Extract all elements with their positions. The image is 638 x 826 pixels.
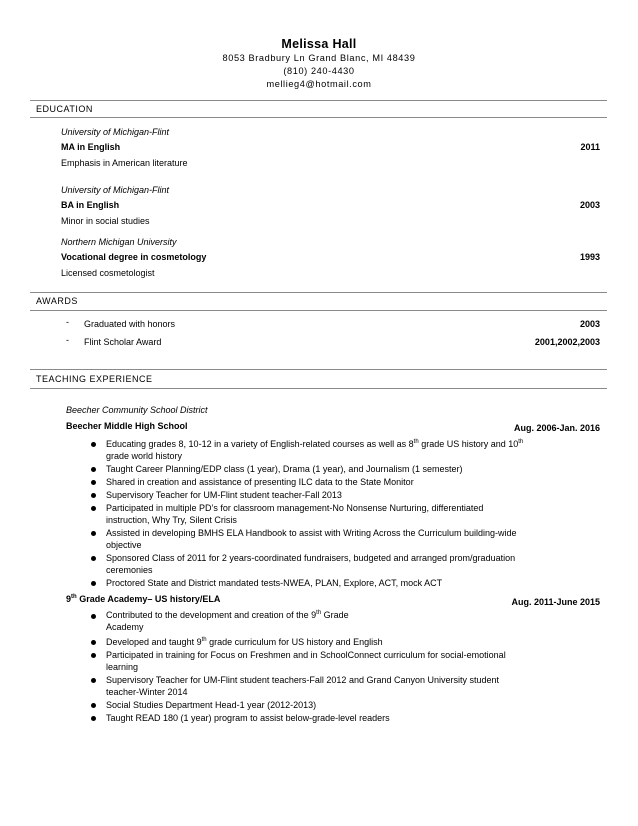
bullet-icon	[91, 493, 96, 498]
job-bullet: Developed and taught 9th grade curriculum for US history and English	[106, 637, 383, 647]
job-bullet: Contributed to the development and creation of the 9th Grade	[106, 610, 349, 620]
job-bullet-cont: instruction, Why Try, Silent Crisis	[106, 515, 237, 525]
job-dates: Aug. 2006-Jan. 2016	[513, 423, 600, 433]
education-heading: EDUCATION	[36, 104, 93, 114]
job-dates: Aug. 2011-June 2015	[511, 597, 600, 607]
job-bullet-cont: learning	[106, 662, 139, 672]
job-bullet-cont: teacher-Winter 2014	[106, 687, 188, 697]
job-bullet-cont: objective	[106, 540, 142, 550]
bullet-icon	[91, 678, 96, 683]
address: 8053 Bradbury Ln Grand Blanc, MI 48439	[222, 53, 416, 63]
bullet-icon	[91, 556, 96, 561]
divider	[30, 100, 607, 101]
award-label: Flint Scholar Award	[84, 337, 162, 347]
job-bullet-cont: ceremonies	[106, 565, 153, 575]
education-degree: Vocational degree in cosmetology	[61, 252, 207, 262]
education-note: Minor in social studies	[61, 216, 150, 226]
bullet-icon	[91, 716, 96, 721]
job-bullet: Shared in creation and assistance of presenting ILC data to the State Monitor	[106, 477, 414, 487]
job-bullet: Proctored State and District mandated tests-NWEA, PLAN, Explore, ACT, mock ACT	[106, 578, 443, 588]
dash-bullet-icon: -	[66, 317, 69, 327]
bullet-icon	[91, 581, 96, 586]
job-bullet: Supervisory Teacher for UM-Flint student teacher-Fall 2013	[106, 490, 342, 500]
education-note: Emphasis in American literature	[61, 158, 188, 168]
teaching-heading: TEACHING EXPERIENCE	[36, 374, 153, 384]
job-bullet: Participated in training for Focus on Freshmen and in SchoolConnect curriculum for social-emotional	[106, 650, 506, 660]
bullet-icon	[91, 653, 96, 658]
resume-header	[0, 36, 638, 91]
divider	[30, 369, 607, 370]
job-bullet-cont: grade world history	[106, 451, 183, 461]
education-year: 2011	[580, 142, 600, 152]
education-school: University of Michigan-Flint	[61, 127, 170, 137]
divider	[30, 310, 607, 311]
bullet-icon	[91, 467, 96, 472]
email: mellieg4@hotmail.com	[266, 79, 372, 89]
job-bullet: Assisted in developing BMHS ELA Handbook to assist with Writing Across the Curriculum building-wide	[106, 528, 517, 538]
job-bullet: Sponsored Class of 2011 for 2 years-coordinated fundraisers, budgeted and arranged prom/graduation	[106, 553, 516, 563]
bullet-icon	[91, 442, 96, 447]
dash-bullet-icon: -	[66, 335, 69, 345]
job-bullet: Taught READ 180 (1 year) program to assist below-grade-level readers	[106, 713, 390, 723]
education-note: Licensed cosmetologist	[61, 268, 155, 278]
education-school: University of Michigan-Flint	[61, 185, 170, 195]
phone: (810) 240-4430	[283, 66, 355, 76]
award-year: 2003	[579, 319, 600, 329]
bullet-icon	[91, 480, 96, 485]
awards-heading: AWARDS	[36, 296, 78, 306]
job-bullet: Social Studies Department Head-1 year (2012-2013)	[106, 700, 317, 710]
bullet-icon	[91, 531, 96, 536]
job-bullet-cont: Academy	[106, 622, 144, 632]
divider	[30, 117, 607, 118]
divider	[30, 388, 607, 389]
bullet-icon	[91, 640, 96, 645]
award-label: Graduated with honors	[84, 319, 176, 329]
education-year: 1993	[579, 252, 600, 262]
job-bullet: Educating grades 8, 10-12 in a variety of English-related courses as well as 8th grade US history and 10th	[106, 439, 524, 449]
divider	[30, 292, 607, 293]
district-name: Beecher Community School District	[66, 405, 208, 415]
job-bullet: Participated in multiple PD’s for classroom management-No Nonsense Nurturing, differentiated	[106, 503, 484, 513]
job-title: 9th Grade Academy– US history/ELA	[66, 594, 221, 604]
education-degree: MA in English	[61, 142, 121, 152]
education-year: 2003	[579, 200, 600, 210]
education-school: Northern Michigan University	[61, 237, 177, 247]
job-bullet: Taught Career Planning/EDP class (1 year), Drama (1 year), and Journalism (1 semester)	[106, 464, 463, 474]
job-bullet: Supervisory Teacher for UM-Flint student teachers-Fall 2012 and Grand Canyon University student	[106, 675, 500, 685]
bullet-icon	[91, 614, 96, 619]
education-degree: BA in English	[61, 200, 120, 210]
candidate-name: Melissa Hall	[281, 37, 357, 51]
bullet-icon	[91, 703, 96, 708]
bullet-icon	[91, 506, 96, 511]
job-title: Beecher Middle High School	[66, 421, 188, 431]
award-year: 2001,2002,2003	[534, 337, 600, 347]
